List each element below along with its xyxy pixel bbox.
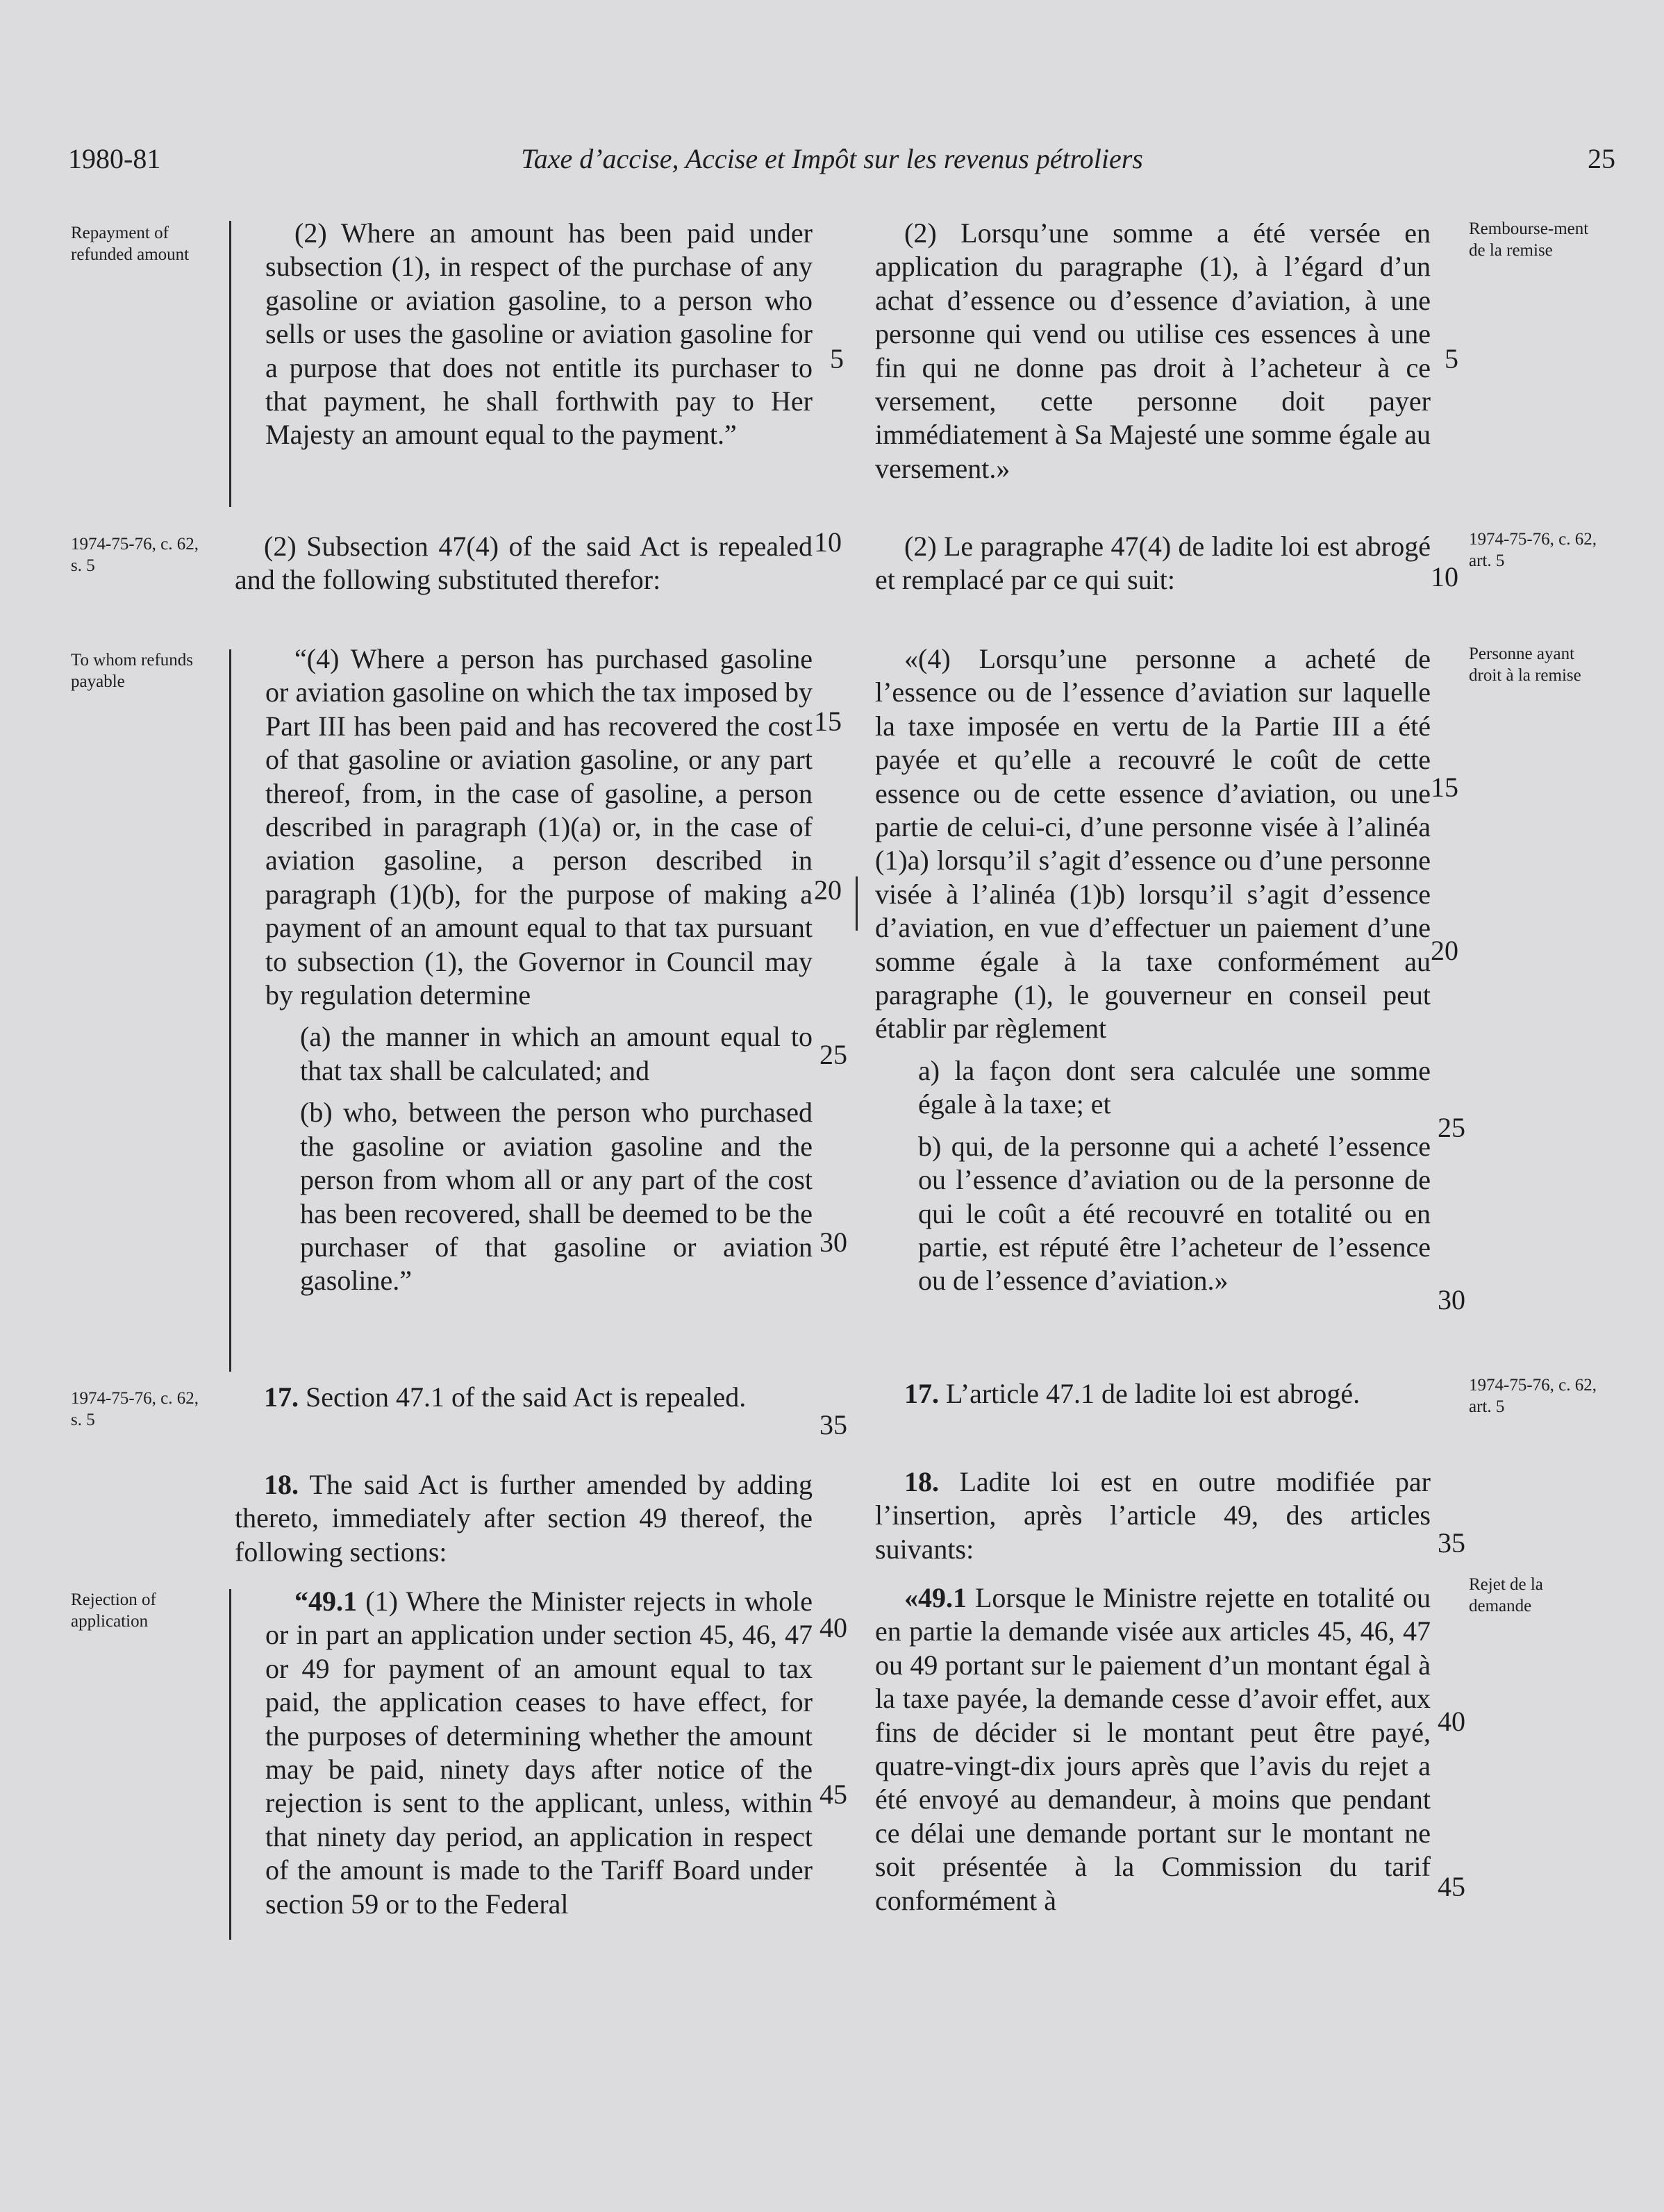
french-subsection-4 [875, 642, 1431, 1298]
paragraph: (2) Lorsqu’une somme a été versée en application du paragraphe (1), à l’égard d’un achat d’essence ou d’essence d’aviation, à une personne qui vend ou utilise ces essences à une fin qui ne donne pas droit à l’acheteur à ce versement, cette personne doit payer immédiatement à Sa Majesté une somme égale au versement.» [875, 217, 1431, 484]
english-section-2-subsection [235, 530, 813, 597]
margin-note-left: Rejection of application [71, 1590, 156, 1631]
line-number: 20 [1431, 935, 1458, 966]
french-section-49-1 [875, 1581, 1431, 1918]
section-text: (1) Where the Minister rejects in whole or in part an application under section 45, 46, 47 or 49 for payment of an amount equal to tax paid, the application ceases to have effect, for the purposes of determining whether the amount may be paid, ninety days after notice of the rejection is sent to the applicant, unless, within that ninety day period, an application in respect of the amount is made to the Tariff Board under section 59 or to the Federal [265, 1586, 813, 1920]
margin-note-left: 1974-75-76, c. 62, s. 5 [71, 1389, 199, 1429]
section-number: «49.1 [904, 1582, 967, 1613]
french-section-2-subsection [875, 530, 1431, 597]
margin-note-left: Repayment of refunded amount [71, 224, 190, 264]
section-text: Section 47.1 of the said Act is repealed. [306, 1381, 747, 1413]
margin-note-left: 1974-75-76, c. 62, s. 5 [71, 535, 199, 575]
line-number: 45 [819, 1779, 847, 1810]
line-number: 40 [1438, 1706, 1465, 1737]
line-number: 10 [814, 526, 842, 558]
line-number: 15 [1431, 772, 1458, 803]
paragraph-b: b) qui, de la personne qui a acheté l’essence ou l’essence d’aviation ou de la personne de qui le coût a été recouvré en totalité ou en partie, est réputé être l’acheteur de l’essence ou de l’essence d’aviation.» [918, 1130, 1431, 1297]
line-number: 25 [819, 1039, 847, 1070]
margin-note-right: Rejet de la demande [1469, 1575, 1543, 1615]
margin-note-right: Rembourse-ment de la remise [1469, 219, 1589, 260]
margin-note-left: To whom refunds payable [71, 651, 194, 691]
english-section-2-repayment [235, 217, 813, 452]
paragraph [875, 1377, 1431, 1411]
header-title: Taxe d’accise, Accise et Impôt sur les revenus pétroliers [521, 143, 1143, 174]
paragraph-a: a) la façon dont sera calculée une somme égale à la taxe; et [918, 1054, 1431, 1120]
paragraph: “(4) Where a person has purchased gasoline or aviation gasoline on which the tax imposed by Part III has been paid and has recovered the cost of that gasoline or aviation gasoline, or any part thereof, from, in the case of gasoline, a person described in paragraph (1)(a) or, in the case of aviation gasoline, a person described in paragraph (1)(b), for the purpose of making a payment of an amount equal to that tax pursuant to subsection (1), the Governor in Council may by regulation determine [265, 643, 813, 1011]
line-number: 35 [819, 1409, 847, 1440]
line-number: 30 [1438, 1284, 1465, 1315]
section-number: 17. [904, 1378, 939, 1409]
paragraph [235, 1381, 813, 1414]
paragraph: (2) Subsection 47(4) of the said Act is repealed and the following substituted therefor: [235, 531, 813, 596]
section-text: The said Act is further amended by adding thereto, immediately after section 49 thereof, the following sections: [235, 1469, 813, 1567]
english-section-49-1 [235, 1585, 813, 1921]
paragraph [875, 1581, 1431, 1918]
change-bar [229, 221, 231, 507]
section-number: 18. [904, 1466, 939, 1497]
english-section-17 [235, 1381, 813, 1414]
line-number: 35 [1438, 1527, 1465, 1558]
margin-note-right: Personne ayant droit à la remise [1469, 645, 1581, 685]
change-bar [856, 876, 858, 931]
section-number: 18. [264, 1469, 299, 1500]
english-section-18 [235, 1468, 813, 1569]
line-number: 40 [819, 1612, 847, 1643]
change-bar [229, 1589, 231, 1940]
change-bar [229, 649, 231, 1372]
line-number: 45 [1438, 1871, 1465, 1902]
french-section-18 [875, 1465, 1431, 1566]
french-section-17 [875, 1377, 1431, 1411]
paragraph [875, 1465, 1431, 1566]
line-number: 25 [1438, 1112, 1465, 1143]
section-text: L’article 47.1 de ladite loi est abrogé. [946, 1378, 1361, 1409]
line-number: 10 [1431, 561, 1458, 592]
paragraph [235, 1468, 813, 1569]
line-number: 15 [814, 706, 842, 737]
french-section-2-repayment [875, 217, 1431, 485]
section-text: Lorsque le Ministre rejette en totalité ou en partie la demande visée aux articles 45, 46, 47 ou 49 portant sur le paiement d’un montant égal à la taxe payée, la demande cesse d’avoir effet, aux fins de décider si le montant peut être payé, quatre-vingt-dix jours après que l’avis du rejet a été envoyé au demandeur, à moins que pendant ce délai une demande portant sur le montant ne soit présentée à la Commission du tarif conformément à [875, 1582, 1431, 1916]
line-number: 20 [814, 874, 842, 906]
line-number: 5 [1445, 343, 1458, 374]
paragraph: (2) Le paragraphe 47(4) de ladite loi est abrogé et remplacé par ce qui suit: [875, 531, 1431, 596]
section-number: 17. [264, 1381, 299, 1413]
section-number: “49.1 [294, 1586, 357, 1617]
section-text: Ladite loi est en outre modifiée par l’insertion, après l’article 49, des articles suivants: [875, 1466, 1431, 1565]
margin-note-right: 1974-75-76, c. 62, art. 5 [1469, 530, 1597, 570]
paragraph-a: (a) the manner in which an amount equal to that tax shall be calculated; and [300, 1021, 813, 1086]
paragraph: «(4) Lorsqu’une personne a acheté de l’essence ou de l’essence d’aviation sur laquelle la taxe imposée en vertu de la Partie III a été payée et qu’elle a recouvré le coût de cette essence ou de cette essence d’aviation, ou une partie de celui-ci, d’une personne visée à l’alinéa (1)a) lorsqu’il s’agit d’essence ou d’une personne visée à l’alinéa (1)b) lorsqu’il s’agit d’essence d’aviation, en vue d’effectuer un paiement d’une somme égale à la taxe conformément au paragraphe (1), le gouverneur en conseil peut établir par règlement [875, 643, 1431, 1045]
line-number: 5 [830, 343, 844, 374]
paragraph [235, 1585, 813, 1921]
paragraph-b: (b) who, between the person who purchased the gasoline or aviation gasoline and the person from whom all or any part of the cost has been recovered, shall be deemed to be the purchaser of that gasoline or aviation gasoline.” [300, 1097, 813, 1297]
page-number: 25 [1588, 143, 1615, 174]
line-number: 30 [819, 1226, 847, 1258]
margin-note-right: 1974-75-76, c. 62, art. 5 [1469, 1376, 1597, 1416]
english-subsection-4 [235, 642, 813, 1298]
header-year: 1980-81 [68, 143, 161, 174]
paragraph: (2) Where an amount has been paid under subsection (1), in respect of the purchase of any gasoline or aviation gasoline, to a person who sells or uses the gasoline or aviation gasoline for a purpose that does not entitle its purchaser to that payment, he shall forthwith pay to Her Majesty an amount equal to the payment.” [265, 217, 813, 451]
